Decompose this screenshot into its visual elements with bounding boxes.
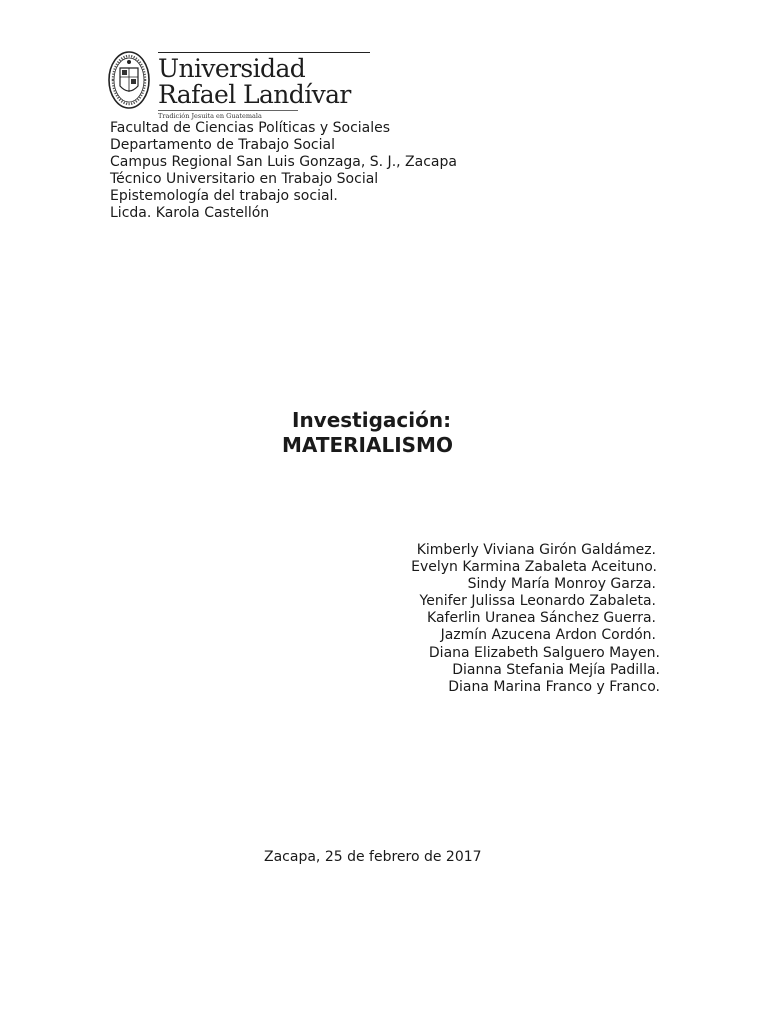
course-line: Epistemología del trabajo social. — [110, 188, 338, 204]
document-date: Zacapa, 25 de febrero de 2017 — [264, 849, 482, 865]
university-logo — [108, 50, 351, 120]
instructor-line: Licda. Karola Castellón — [110, 205, 270, 221]
logo-tagline: Tradición Jesuita en Guatemala — [158, 112, 262, 120]
campus-line: Campus Regional San Luis Gonzaga, S. J., Zacapa — [110, 154, 457, 170]
logo-name-line1: Universidad — [158, 54, 306, 83]
author-name: Diana Elizabeth Salguero Mayen. — [428, 644, 660, 661]
author-name: Evelyn Karmina Zabaleta Aceituno. — [411, 559, 657, 576]
document-title-topic: MATERIALISMO — [282, 433, 453, 457]
logo-bottom-rule — [158, 110, 298, 111]
program-line: Técnico Universitario en Trabajo Social — [110, 171, 379, 187]
author-name: Diana Marina Franco y Franco. — [448, 678, 660, 695]
university-seal-icon — [108, 50, 152, 110]
author-name: Sindy María Monroy Garza. — [467, 576, 656, 593]
logo-top-rule — [158, 52, 370, 53]
author-name: Kimberly Viviana Girón Galdámez. — [416, 542, 656, 558]
author-name: Kaferlin Uranea Sánchez Guerra. — [427, 610, 656, 627]
author-name: Jazmín Azucena Ardon Cordón. — [440, 627, 656, 644]
author-list — [320, 542, 660, 696]
document-title-label: Investigación: — [292, 408, 452, 432]
author-name: Yenifer Julissa Leonardo Zabaleta. — [419, 593, 656, 610]
department-line: Departamento de Trabajo Social — [110, 137, 335, 153]
faculty-line: Facultad de Ciencias Políticas y Sociales — [110, 120, 391, 136]
author-name: Dianna Stefania Mejía Padilla. — [452, 661, 660, 678]
logo-name-line2: Rafael Landívar — [158, 80, 351, 109]
institution-header — [110, 120, 630, 222]
